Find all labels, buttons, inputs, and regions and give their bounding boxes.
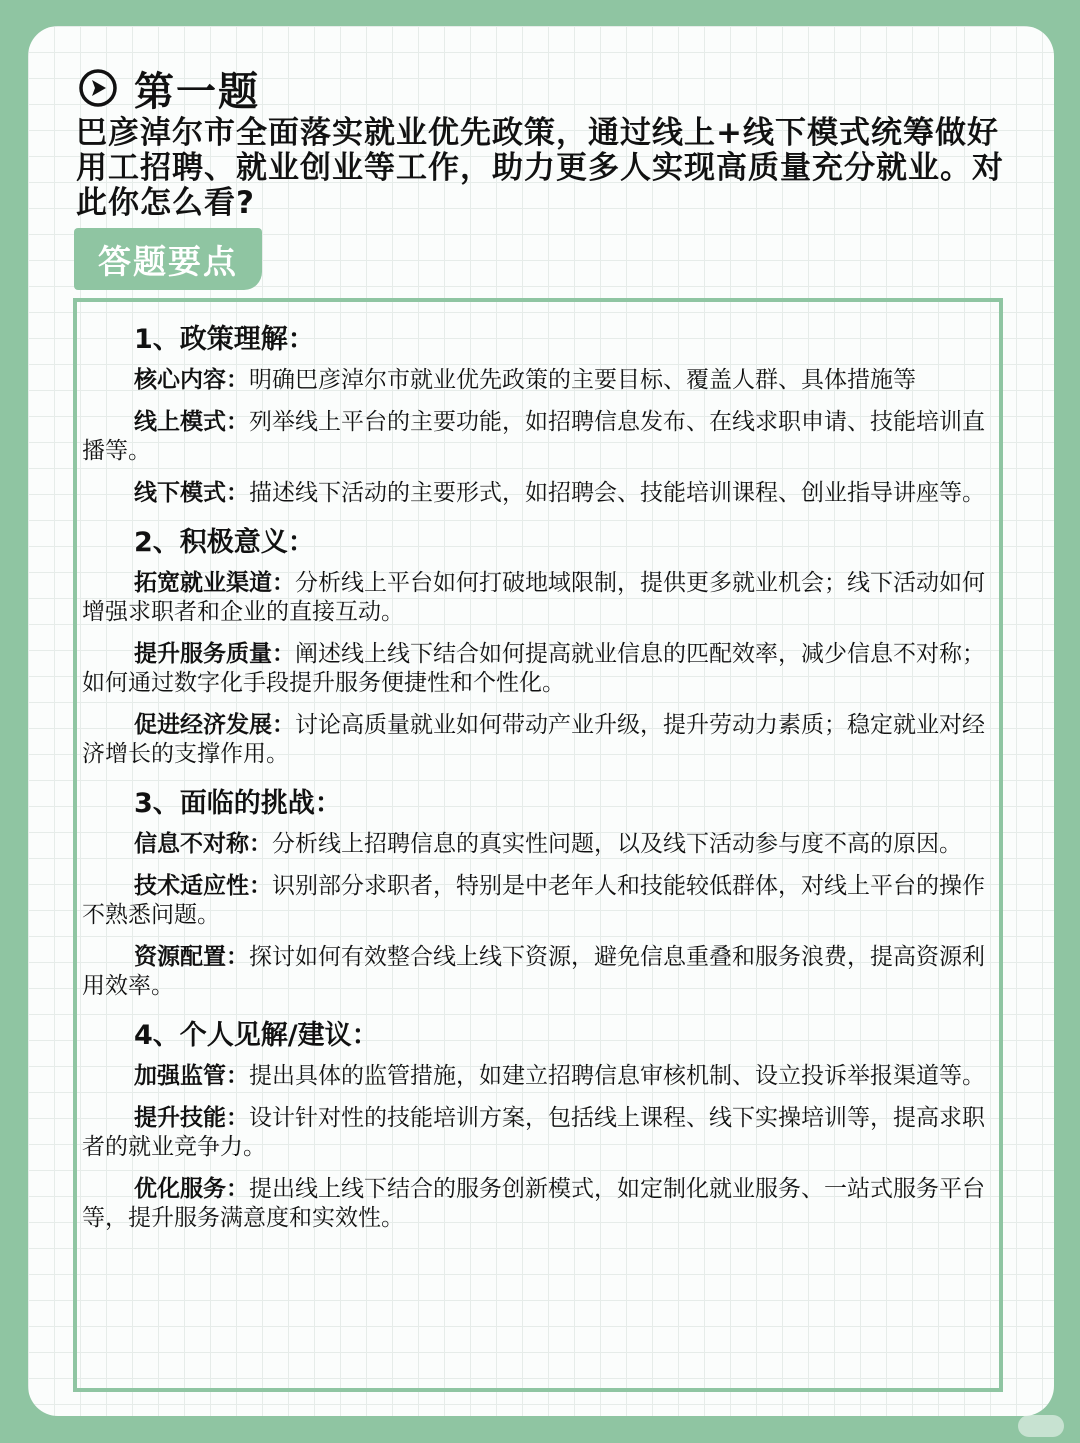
item-term: 拓宽就业渠道： (134, 570, 295, 596)
list-item (82, 366, 996, 395)
play-circle-icon (78, 68, 118, 108)
question-text: 巴彦淖尔市全面落实就业优先政策，通过线上+线下模式统筹做好用工招聘、就业创业等工作，助力更多人实现高质量充分就业。对此你怎么看? (76, 115, 1004, 221)
list-item (82, 872, 996, 930)
item-text: 识别部分求职者，特别是中老年人和技能较低群体，对线上平台的操作不熟悉问题。 (82, 873, 985, 928)
item-term: 优化服务： (134, 1176, 249, 1202)
list-item (82, 1062, 996, 1091)
answer-content (82, 318, 996, 1246)
watermark (1018, 1415, 1064, 1437)
item-text: 明确巴彦淖尔市就业优先政策的主要目标、覆盖人群、具体措施等 (249, 367, 916, 393)
item-text: 阐述线上线下结合如何提高就业信息的匹配效率，减少信息不对称；如何通过数字化手段提升服务便捷性和个性化。 (82, 641, 985, 696)
item-term: 加强监管： (134, 1063, 249, 1089)
item-term: 信息不对称： (134, 831, 272, 857)
item-text: 设计针对性的技能培训方案，包括线上课程、线下实操培训等，提高求职者的就业竞争力。 (82, 1105, 985, 1160)
list-item (82, 408, 996, 466)
item-term: 线上模式： (134, 409, 249, 435)
list-item (82, 830, 996, 859)
list-item (82, 479, 996, 508)
section-heading: 4、个人见解/建议： (134, 1020, 379, 1051)
list-item (82, 640, 996, 698)
answer-points-tag: 答题要点 (74, 228, 262, 290)
item-text: 列举线上平台的主要功能，如招聘信息发布、在线求职申请、技能培训直播等。 (82, 409, 985, 464)
item-term: 核心内容： (134, 367, 249, 393)
item-text: 讨论高质量就业如何带动产业升级，提升劳动力素质；稳定就业对经济增长的支撑作用。 (82, 712, 985, 767)
item-text: 提出线上线下结合的服务创新模式，如定制化就业服务、一站式服务平台等，提升服务满意度和实效性。 (82, 1176, 985, 1231)
item-term: 技术适应性： (134, 873, 272, 899)
question-title: 第一题 (134, 68, 260, 115)
section-heading: 1、政策理解： (134, 324, 315, 355)
title-row (78, 62, 260, 114)
list-item (82, 711, 996, 769)
item-text: 分析线上平台如何打破地域限制，提供更多就业机会；线下活动如何增强求职者和企业的直接互动。 (82, 570, 985, 625)
list-item (82, 569, 996, 627)
item-term: 促进经济发展： (134, 712, 295, 738)
item-term: 提升服务质量： (134, 641, 295, 667)
list-item (82, 1175, 996, 1233)
item-term: 提升技能： (134, 1105, 249, 1131)
item-text: 提出具体的监管措施，如建立招聘信息审核机制、设立投诉举报渠道等。 (249, 1063, 985, 1089)
item-text: 描述线下活动的主要形式，如招聘会、技能培训课程、创业指导讲座等。 (249, 480, 985, 506)
list-item (82, 1104, 996, 1162)
item-text: 分析线上招聘信息的真实性问题，以及线下活动参与度不高的原因。 (272, 831, 962, 857)
item-text: 探讨如何有效整合线上线下资源，避免信息重叠和服务浪费，提高资源利用效率。 (82, 944, 985, 999)
section-heading: 3、面临的挑战： (134, 788, 342, 819)
section-heading: 2、积极意义： (134, 527, 315, 558)
item-term: 资源配置： (134, 944, 249, 970)
item-term: 线下模式： (134, 480, 249, 506)
list-item (82, 943, 996, 1001)
